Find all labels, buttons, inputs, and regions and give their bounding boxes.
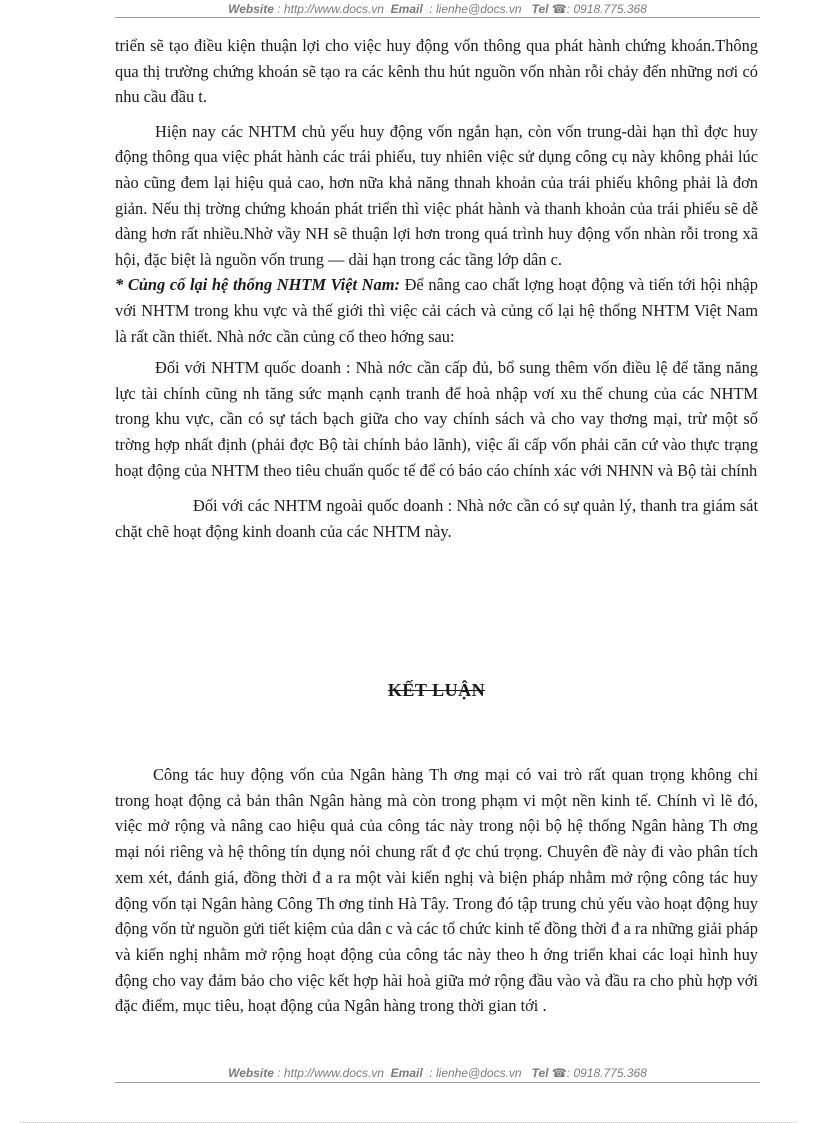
paragraph-1: triển sẽ tạo điều kiện thuận lợi cho việc huy động vốn thông qua phát hành chứng khoán.Thông qua thị trường chứng khoán sẽ tạo ra các kênh thu hút nguồn vốn nhàn rỗi chảy đến những nơi có nhu cầu đầu t. — [115, 36, 758, 107]
paragraph-3 — [115, 272, 758, 349]
conclusion-title: KẾT LUẬN — [387, 680, 486, 700]
header-email-link[interactable]: : lienhe@docs.vn — [429, 2, 522, 16]
header-tel-label: Tel — [531, 2, 549, 16]
paragraph-4: Đối với NHTM quốc doanh : Nhà nớc cần cấp đủ, bổ sung thêm vốn điều lệ để tăng năng lực tài chính cũng nh tăng sức mạnh cạnh tranh để hoà nhập vơí xu thế chung của các NHTM trong khu vực, cần có sự tách bạch giữa cho vay chính sách và cho vay thơng mại, trừ một số trờng hợp nhất định (phải đợc Bộ tài chính bảo lãnh), việc ấi cấp vốn phải căn cứ vào thực trạng hoạt động của NHTM theo tiêu chuẩn quốc tế để có báo cáo chính xác với NHNN và Bộ tài chính — [115, 358, 758, 480]
header-email-label: Email — [390, 2, 423, 16]
paragraph-5: Đối với các NHTM ngoài quốc doanh : Nhà nớc cần có sự quản lý, thanh tra giám sát chặt chẽ hoạt động kinh doanh của các NHTM này. — [115, 496, 758, 541]
body-text — [115, 33, 758, 544]
page-header — [115, 2, 760, 16]
footer-divider — [115, 1082, 760, 1083]
header-divider — [115, 17, 760, 18]
footer-website-label: Website — [228, 1066, 274, 1080]
page-footer — [115, 1066, 760, 1080]
header-website-label: Website — [228, 2, 274, 16]
paragraph-2: Hiện nay các NHTM chủ yếu huy động vốn ngắn hạn, còn vốn trung-dài hạn thì đợc huy động thông qua việc phát hành các trái phiếu, tuy nhiên việc sử dụng công cụ này không phải lúc nào cũng đem lại hiệu quả cao, hơn nữa khả năng thnah khoản của trái phiếu không phải là đơn giản. Nếu thị trờng chứng khoán phát triển thì việc phát hành và thanh khoản của trái phiếu sẽ dễ dàng hơn rất nhiều.Nhờ vầy NH sẽ thuận lợi hơn trong quá trình huy động vốn nhàn rỗi trong xã hội, đặc biệt là nguồn vốn trung — dài hạn trong các tầng lớp dân c. — [115, 121, 758, 269]
footer-email-link[interactable]: : lienhe@docs.vn — [429, 1066, 522, 1080]
conclusion-paragraph: Công tác huy động vốn của Ngân hàng Th ơng mại có vai trò rất quan trọng không chỉ trong hoạt động cả bản thân Ngân hàng mà còn trong phạm vi một nền kinh tế. Chính vì lẽ đó, việc mở rộng và nâng cao hiệu quả của công tác này trong nội bộ hệ thống Ngân hàng Th ơng mại nói riêng và hệ thông tín dụng nói chung rất đ ợc chú trọng. Chuyên đề này đi vào phân tích xem xét, đánh giá, đồng thời đ a ra một vài kiến nghị và biện pháp nhằm mở rộng công tác huy động vốn tại Ngân hàng Công Th ơng tỉnh Hà Tây. Trong đó tập trung chủ yếu vào hoạt động huy động vốn từ nguồn gửi tiết kiệm của dân c và các tổ chức kinh tế đồng thời đ a ra những giải pháp và kiến nghị nhằm mở rộng hoạt động của công tác này theo h ớng triển khai các loại hình huy động cho vay đảm bảo cho việc kết hợp hài hoà giữa mở rộng đầu vào và đầu ra cho phù hợp với đặc điểm, mục tiêu, hoạt động của Ngân hàng trong thời gian tới . — [115, 765, 758, 1016]
footer-website-link[interactable]: : http://www.docs.vn — [277, 1066, 384, 1080]
header-website-link[interactable]: : http://www.docs.vn — [277, 2, 384, 16]
section-lead-heading: * Củng cố lại hệ thống NHTM Việt Nam: — [115, 275, 400, 295]
footer-tel-value: ☎: 0918.775.368 — [551, 1066, 647, 1080]
header-tel-value: ☎: 0918.775.368 — [551, 2, 647, 16]
footer-tel-label: Tel — [531, 1066, 549, 1080]
paragraph-3-text: Để nâng cao chất lợng hoạt động và tiến tới hội nhập với NHTM trong khu vực và thế giới thì việc cải cách và củng cố lại hệ thống NHTM Việt Nam là rất cần thiết. Nhà nớc cần củng cố theo hớng sau: — [115, 275, 759, 346]
footer-email-label: Email — [390, 1066, 423, 1080]
